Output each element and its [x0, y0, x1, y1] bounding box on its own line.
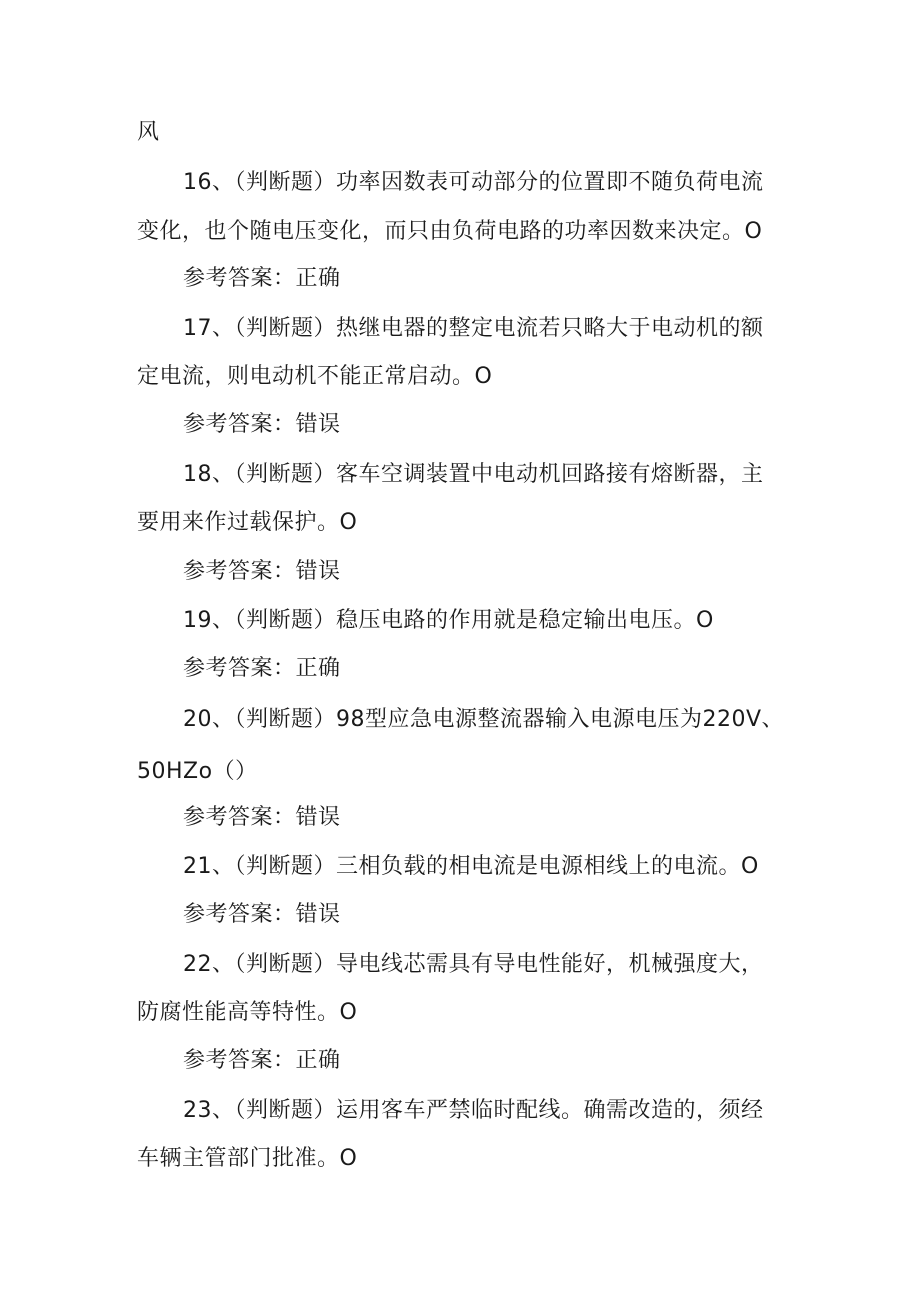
question-20-line-2: 50HZo（）: [137, 759, 258, 784]
answer-18: 参考答案：错误: [183, 559, 341, 584]
question-19-line-1: 19、（判断题）稳压电路的作用就是稳定输出电压。O: [183, 608, 714, 633]
answer-21: 参考答案：错误: [183, 902, 341, 927]
question-17-line-1: 17、（判断题）热继电器的整定电流若只略大于电动机的额: [183, 316, 764, 341]
answer-19: 参考答案：正确: [183, 656, 341, 681]
answer-17: 参考答案：错误: [183, 412, 341, 437]
question-20-line-1: 20、（判断题）98型应急电源整流器输入电源电压为220V、: [183, 707, 785, 732]
question-23-line-2: 车辆主管部门批准。O: [137, 1146, 358, 1171]
question-18-line-1: 18、（判断题）客车空调装置中电动机回路接有熔断器，主: [183, 462, 764, 487]
question-18-line-2: 要用来作过载保护。O: [137, 510, 358, 535]
question-22-line-1: 22、（判断题）导电线芯需具有导电性能好，机械强度大，: [183, 952, 764, 977]
question-21-line-1: 21、（判断题）三相负载的相电流是电源相线上的电流。O: [183, 854, 759, 879]
question-16-line-1: 16、（判断题）功率因数表可动部分的位置即不随负荷电流: [183, 170, 764, 195]
question-16-line-2: 变化，也个随电压变化，而只由负荷电路的功率因数来决定。O: [137, 219, 763, 244]
answer-22: 参考答案：正确: [183, 1048, 341, 1073]
question-23-line-1: 23、（判断题）运用客车严禁临时配线。确需改造的，须经: [183, 1098, 764, 1123]
question-17-line-2: 定电流，则电动机不能正常启动。O: [137, 364, 493, 389]
question-22-line-2: 防腐性能高等特性。O: [137, 1000, 358, 1025]
answer-20: 参考答案：错误: [183, 805, 341, 830]
text-line-prev-continuation: 风: [137, 120, 160, 145]
answer-16: 参考答案：正确: [183, 266, 341, 291]
